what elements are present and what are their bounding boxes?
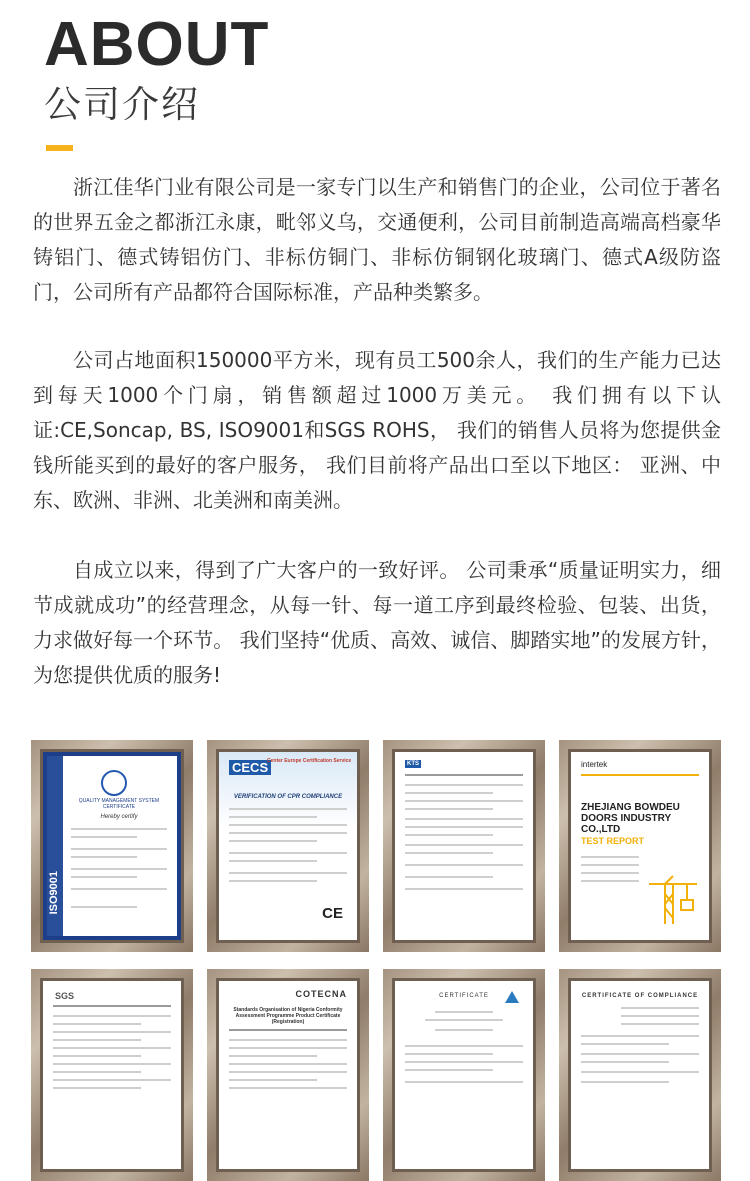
cecs-logo-subtitle: Center Europe Certification Service [267, 758, 352, 764]
certificate-heading: Hereby certify [100, 814, 138, 820]
certificate-intertek-test-report[interactable] [559, 740, 721, 952]
intro-paragraph-2: 公司占地面积150000平方米，现有员工500余人，我们的生产能力已达到每天1000个门扇，销售额超过1000万美元。 我们拥有以下认证:CE,Soncap, BS, ISO9001和SGS ROHS， 我们的销售人员将为您提供金钱所能买到的最好的客户服务， 我们目前将产品出口至以下地区： 亚洲、中东、欧洲、非洲、北美洲和南美洲。 [33, 348, 721, 512]
kts-logo: KTS [407, 761, 419, 767]
ce-mark: CE [322, 905, 343, 922]
certificate-kts-report[interactable] [383, 740, 545, 952]
certifier-logo-icon [101, 770, 127, 796]
certificate-cecs-cpr[interactable] [207, 740, 369, 952]
accent-bar [46, 145, 73, 151]
certificate-of-compliance[interactable] [559, 969, 721, 1181]
intertek-logo: intertek [581, 760, 608, 769]
crane-icon [647, 874, 699, 926]
certificate-title: VERIFICATION OF CPR COMPLIANCE [233, 794, 343, 800]
certificate-title: Standards Organisation of Nigeria Conformity Assessment Programme Product Certificate (Registration) [233, 1007, 343, 1025]
intro-paragraph-1: 浙江佳华门业有限公司是一家专门以生产和销售门的企业，公司位于著名的世界五金之都浙江永康，毗邻义乌，交通便利，公司目前制造高端高档豪华铸铝门、德式铸铝仿门、非标仿铜门、非标仿铜钢化玻璃门、德式A级防盗门，公司所有产品都符合国际标准，产品种类繁多。 [33, 175, 721, 304]
certificate-heading: CERTIFICATE [439, 993, 489, 999]
certificate-iso9001[interactable] [31, 740, 193, 952]
certificate-7[interactable] [383, 969, 545, 1181]
certificate-sgs-test-report[interactable] [31, 969, 193, 1181]
test-report-label: TEST REPORT [581, 836, 645, 846]
iso9001-vertical-label: ISO9001 [48, 870, 60, 914]
certificate-heading: CERTIFICATE OF COMPLIANCE [581, 993, 699, 999]
sgs-logo: SGS [55, 991, 75, 1001]
triangle-logo-icon [505, 991, 519, 1003]
certificate-title: QUALITY MANAGEMENT SYSTEM CERTIFICATE [78, 798, 160, 810]
certificate-gallery [31, 740, 721, 1095]
cecs-logo: CECS [229, 760, 271, 775]
about-heading: ABOUT [44, 10, 270, 79]
report-company-name: ZHEJIANG BOWDEU DOORS INDUSTRY CO.,LTD [581, 802, 680, 835]
intro-paragraph-3: 自成立以来，得到了广大客户的一致好评。 公司秉承“质量证明实力，细节成就成功”的经营理念，从每一针、每一道工序到最终检验、包装、出货，力求做好每一个环节。 我们坚持“优质、高效、诚信、脚踏实地”的发展方针，为您提供优质的服务! [33, 558, 721, 687]
cotecna-logo: COTECNA [295, 989, 347, 999]
company-intro-subtitle: 公司介绍 [44, 83, 200, 126]
certificate-cotecna-soncap[interactable] [207, 969, 369, 1181]
